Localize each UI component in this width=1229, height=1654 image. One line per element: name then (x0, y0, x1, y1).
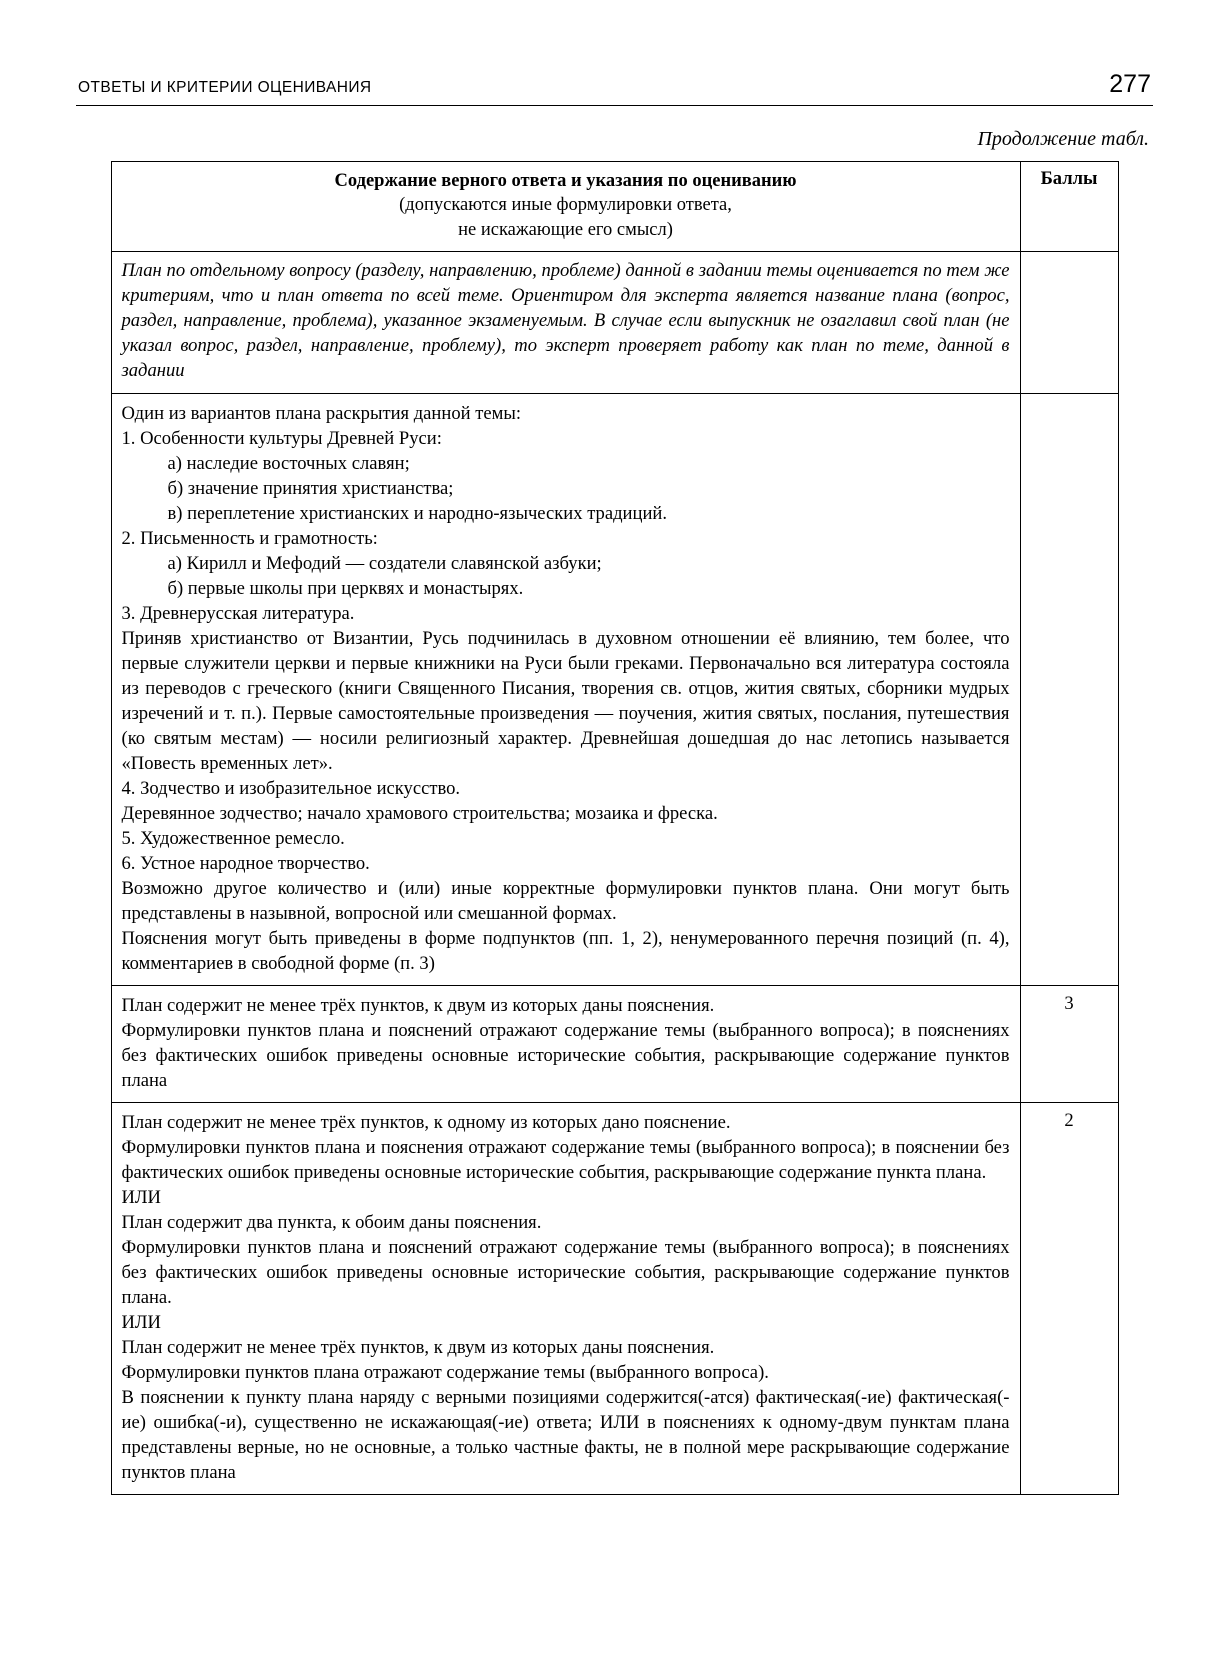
criteria-table (111, 161, 1119, 1495)
criteria-line: План содержит не менее трёх пунктов, к двум из которых даны пояснения. (121, 994, 715, 1016)
table-continuation-label: Продолжение табл. (977, 128, 1149, 150)
plan-line: б) первые школы при церквях и монастырях. (167, 577, 524, 599)
plan-line: б) значение принятия христианства; (167, 477, 454, 499)
plan-line: 4. Зодчество и изобразительное искусство. (121, 777, 461, 799)
table-row (111, 393, 1118, 985)
column-header-content-subtitle-2: не искажающие его смысл) (458, 219, 673, 240)
plan-line: 3. Древнерусская литература. (121, 602, 355, 624)
criteria-line: Формулировки пунктов плана и пояснений отражают содержание темы (выбранного вопроса); в пояснениях без фактических ошибок приведены основные исторические события, раскрывающие содержание пунктов плана. (121, 1236, 1010, 1308)
criteria-line: План содержит не менее трёх пунктов, к одному из которых дано пояснение. (121, 1111, 731, 1133)
table-header-row (111, 162, 1118, 252)
criteria-line: ИЛИ (121, 1311, 161, 1333)
score-cell: 2 (1020, 1102, 1118, 1494)
plan-line: Приняв христианство от Византии, Русь подчинилась в духовном отношении её влиянию, тем более, что первые служители церкви и первые книжники на Руси были греками. Первоначально вся литература состояла из переводов с греческого (книги Священного Писания, творения св. отцов, жития святых, сборники мудрых изречений и т. п.). Первые самостоятельные произведения — поучения, жития святых, послания, путешествия (ко святым местам) — носили религиозный характер. Древнейшая дошедшая до нас летопись называется «Повесть временных лет». (121, 627, 1010, 774)
plan-line: Возможно другое количество и (или) иные корректные формулировки пунктов плана. Они могут быть представлены в назывной, вопросной или смешанной формах. (121, 877, 1010, 924)
column-header-score: Баллы (1020, 162, 1118, 252)
criteria-score-2-cell (111, 1102, 1020, 1494)
criteria-line: ИЛИ (121, 1186, 161, 1208)
page-header (74, 70, 1155, 105)
plan-line: 6. Устное народное творчество. (121, 852, 370, 874)
criteria-note-cell: План по отдельному вопросу (разделу, направлению, проблеме) данной в задании темы оценивается по тем же критериям, что и план ответа по всей теме. Ориентиром для эксперта является название плана (вопрос, раздел, направление, проблема), указанное экзаменуемым. В случае если выпускник не озаглавил свой план (не указал вопрос, раздел, направление, проблему), то эксперт проверяет работу как план по теме, данной в задании (111, 252, 1020, 394)
column-header-content-subtitle-1: (допускаются иные формулировки ответа, (399, 195, 732, 216)
plan-line: Один из вариантов плана раскрытия данной темы: (121, 402, 522, 424)
criteria-table-body (111, 162, 1118, 1495)
table-row (111, 1102, 1118, 1494)
column-header-content-title: Содержание верного ответа и указания по оцениванию (334, 171, 797, 191)
table-row (111, 985, 1118, 1102)
plan-line: Пояснения могут быть приведены в форме подпунктов (пп. 1, 2), ненумерованного перечня позиций (п. 4), комментариев в свободной форме (п. 3) (121, 927, 1010, 974)
criteria-line: В пояснении к пункту плана наряду с верными позициями содержится(-атся) фактическая(-ие) фактическая(-ие) ошибка(-и), существенно не искажающая(-ие) ответа; ИЛИ в пояснениях к одному-двум пунктам плана представлены верные, но не основные, а только частные факты, не в полной мере раскрывающие содержание пунктов плана (121, 1386, 1010, 1483)
plan-line: 1. Особенности культуры Древней Руси: (121, 427, 442, 449)
plan-line: Деревянное зодчество; начало храмового строительства; мозаика и фреска. (121, 802, 718, 824)
page-number: 277 (1109, 70, 1151, 98)
score-cell (1020, 393, 1118, 985)
criteria-line: Формулировки пунктов плана и пояснения отражают содержание темы (выбранного вопроса); в пояснении без фактических ошибок приведены основные исторические события, раскрывающие содержание пункта плана. (121, 1136, 1010, 1183)
criteria-line: Формулировки пунктов плана отражают содержание темы (выбранного вопроса). (121, 1361, 769, 1383)
header-divider (76, 105, 1153, 106)
plan-line: 2. Письменность и грамотность: (121, 527, 378, 549)
table-row (111, 252, 1118, 394)
plan-line: а) Кирилл и Мефодий — создатели славянской азбуки; (167, 552, 602, 574)
plan-line: а) наследие восточных славян; (167, 452, 410, 474)
criteria-line: Формулировки пунктов плана и пояснений отражают содержание темы (выбранного вопроса); в пояснениях без фактических ошибок приведены основные исторические события, раскрывающие содержание пунктов плана (121, 1019, 1010, 1091)
running-head-title: ОТВЕТЫ И КРИТЕРИИ ОЦЕНИВАНИЯ (78, 79, 372, 96)
criteria-sample-plan-cell (111, 393, 1020, 985)
plan-line: в) переплетение христианских и народно-языческих традиций. (167, 502, 668, 524)
score-cell: 3 (1020, 985, 1118, 1102)
criteria-score-3-cell (111, 985, 1020, 1102)
criteria-line: План содержит не менее трёх пунктов, к двум из которых даны пояснения. (121, 1336, 715, 1358)
criteria-line: План содержит два пункта, к обоим даны пояснения. (121, 1211, 542, 1233)
score-cell (1020, 252, 1118, 394)
column-header-content (111, 162, 1020, 252)
plan-line: 5. Художественное ремесло. (121, 827, 345, 849)
